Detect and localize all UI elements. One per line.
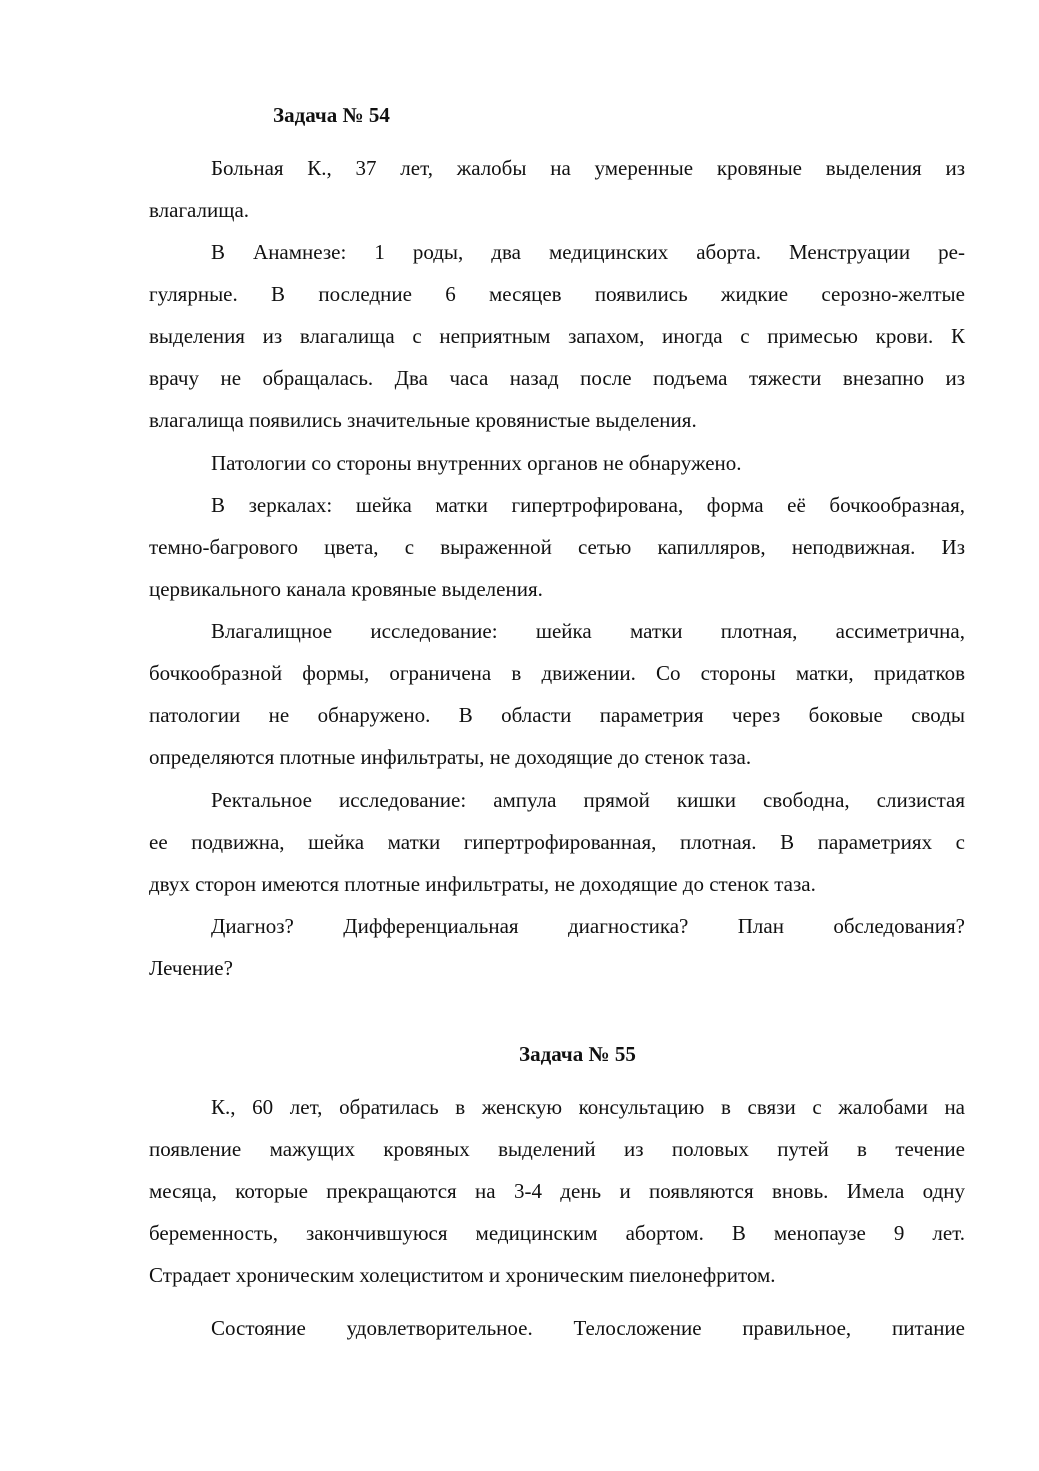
- task-54-line-2: влагалища.: [149, 198, 250, 222]
- task-55-line-4: беременность, закончившуюся медицинским абортом. В менопаузе 9 лет.: [149, 1221, 965, 1245]
- task-54-line-16: Ректальное исследование: ампула прямой кишки свободна, слизистая: [211, 788, 965, 812]
- task-54-line-9: В зеркалах: шейка матки гипертрофирована, форма её бочкообразная,: [211, 493, 965, 517]
- task-54-line-4: гулярные. В последние 6 месяцев появились жидкие серозно-желтые: [149, 282, 965, 306]
- task-54-line-17: ее подвижна, шейка матки гипертрофированная, плотная. В параметриях с: [149, 830, 965, 854]
- task-54-line-12: Влагалищное исследование: шейка матки плотная, ассиметрична,: [211, 619, 965, 643]
- task-54-line-5: выделения из влагалища с неприятным запахом, иногда с примесью крови. К: [149, 324, 965, 348]
- task-54-line-7: влагалища появились значительные кровянистые выделения.: [149, 408, 697, 432]
- task-54-line-6: врачу не обращалась. Два часа назад после подъема тяжести внезапно из: [149, 366, 965, 390]
- task-54-line-14: патологии не обнаружено. В области параметрия через боковые своды: [149, 703, 965, 727]
- task-55-line-3: месяца, которые прекращаются на 3-4 день и появляются вновь. Имела одну: [149, 1179, 965, 1203]
- task-54-line-18: двух сторон имеются плотные инфильтраты, не доходящие до стенок таза.: [149, 872, 816, 896]
- task-54-line-1: Больная К., 37 лет, жалобы на умеренные кровяные выделения из: [211, 156, 965, 180]
- task-55-line-1: К., 60 лет, обратилась в женскую консультацию в связи с жалобами на: [211, 1095, 965, 1119]
- task-54-line-8: Патологии со стороны внутренних органов не обнаружено.: [211, 451, 742, 475]
- task-54-line-3: В Анамнезе: 1 роды, два медицинских аборта. Менструации ре-: [211, 240, 965, 264]
- task-55-line-5: Страдает хроническим холециститом и хроническим пиелонефритом.: [149, 1263, 776, 1287]
- task-54-line-15: определяются плотные инфильтраты, не доходящие до стенок таза.: [149, 745, 752, 769]
- task-55-line-6: Состояние удовлетворительное. Телосложение правильное, питание: [211, 1316, 965, 1340]
- task-54-line-11: цервикального канала кровяные выделения.: [149, 577, 543, 601]
- task-54-line-10: темно-багрового цвета, с выраженной сетью капилляров, неподвижная. Из: [149, 535, 965, 559]
- task-54-line-13: бочкообразной формы, ограничена в движении. Со стороны матки, придатков: [149, 661, 965, 685]
- task-55-line-2: появление мажущих кровяных выделений из половых путей в течение: [149, 1137, 965, 1161]
- task-55-title: Задача № 55: [519, 1042, 636, 1066]
- task-54-line-20: Лечение?: [149, 956, 233, 980]
- task-54-line-19: Диагноз? Дифференциальная диагностика? План обследования?: [211, 914, 965, 938]
- task-54-title: Задача № 54: [273, 103, 390, 127]
